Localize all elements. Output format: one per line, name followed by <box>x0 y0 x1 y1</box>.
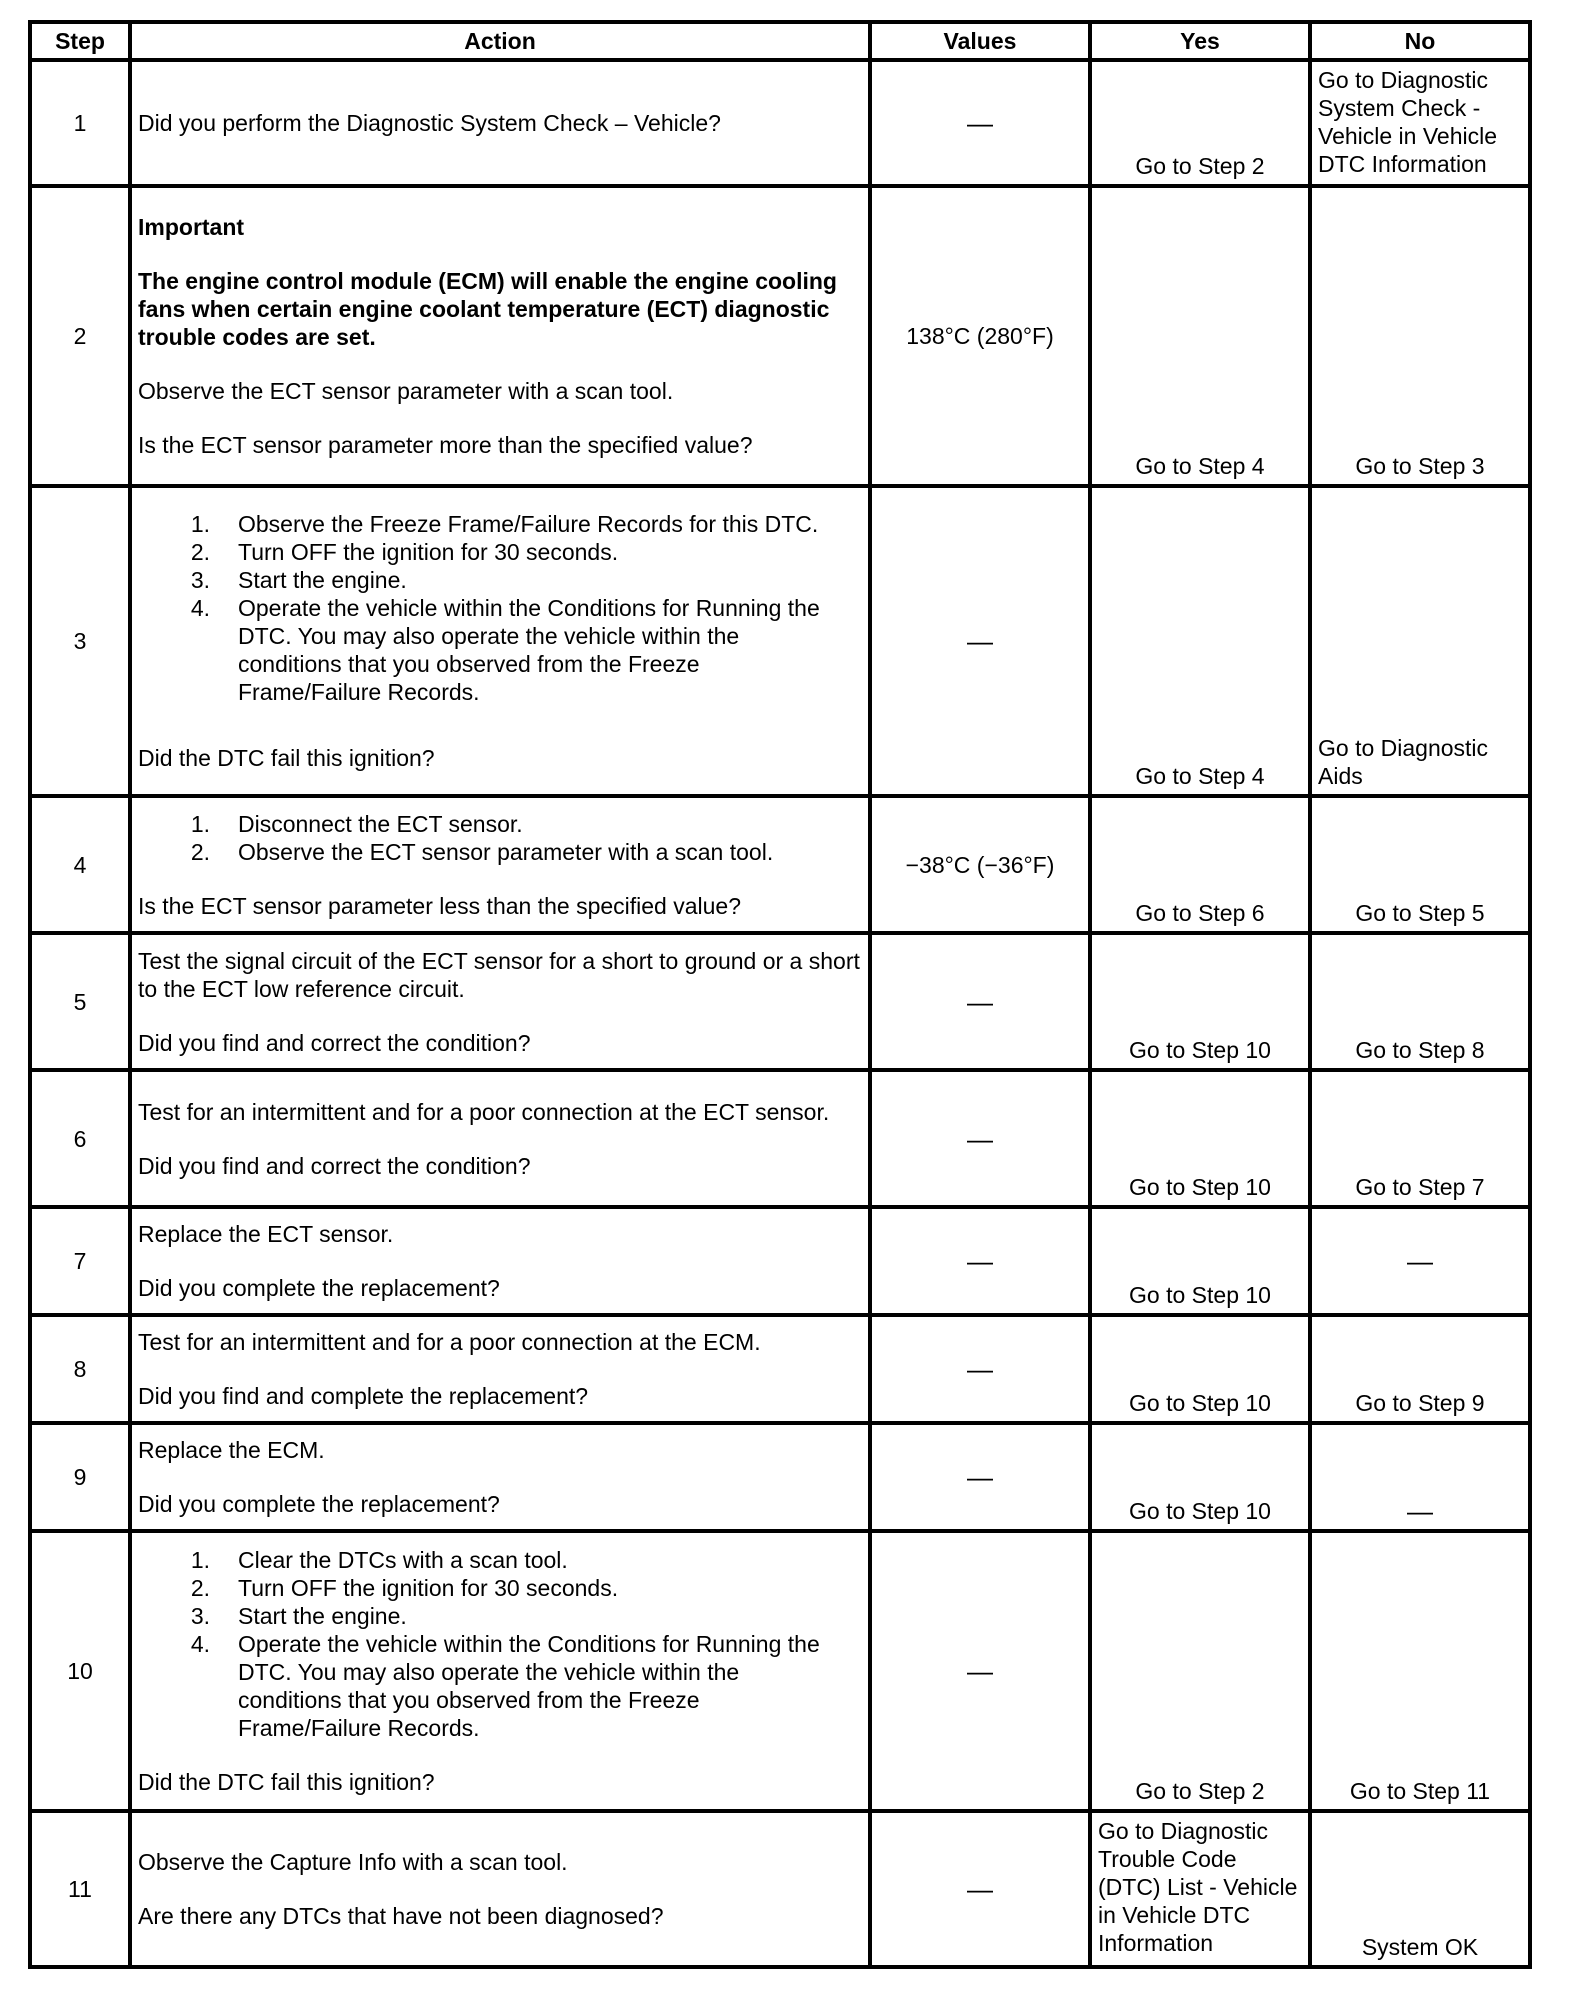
table-row <box>30 1315 1530 1423</box>
action-cell <box>130 1315 870 1423</box>
action-text: Test the signal circuit of the ECT sensor for a short to ground or a short to the ECT low reference circuit. <box>138 947 860 1002</box>
yes-cell: Go to Step 10 <box>1090 933 1310 1070</box>
action-text: Replace the ECT sensor. <box>138 1221 394 1247</box>
step-number: 10 <box>30 1531 130 1811</box>
action-cell <box>130 796 870 933</box>
action-text: Test for an intermittent and for a poor connection at the ECT sensor. <box>138 1098 830 1125</box>
no-cell: Go to Diagnostic System Check - Vehicle in Vehicle DTC Information <box>1310 60 1530 186</box>
step-number: 11 <box>30 1811 130 1967</box>
list-item: 4. Operate the vehicle within the Conditions for Running the DTC. You may also operate the vehicle within the conditions that you observed from the Freeze Frame/Failure Records. <box>190 1631 820 1741</box>
action-question: Is the ECT sensor parameter less than the specified value? <box>138 892 742 919</box>
action-question: Did you find and complete the replacement? <box>138 1383 589 1409</box>
action-question: Did you find and correct the condition? <box>138 1029 531 1056</box>
diagnostic-table <box>28 20 1532 1969</box>
yes-cell: Go to Step 4 <box>1090 186 1310 486</box>
table-row <box>30 1070 1530 1207</box>
list-item: 3. Start the engine. <box>190 567 407 593</box>
step-number: 2 <box>30 186 130 486</box>
numbered-list <box>138 510 862 706</box>
no-cell: Go to Diagnostic Aids <box>1310 486 1530 796</box>
step-number: 9 <box>30 1423 130 1531</box>
no-cell: Go to Step 3 <box>1310 186 1530 486</box>
no-cell: — <box>1310 1207 1530 1315</box>
step-number: 4 <box>30 796 130 933</box>
values-cell: — <box>870 1207 1090 1315</box>
header-step: Step <box>30 22 130 60</box>
list-item: 1. Clear the DTCs with a scan tool. <box>190 1547 568 1573</box>
values-cell: — <box>870 933 1090 1070</box>
action-text: Observe the Capture Info with a scan tool. <box>138 1849 568 1875</box>
values-cell: −38°C (−36°F) <box>870 796 1090 933</box>
values-cell: — <box>870 60 1090 186</box>
values-cell: — <box>870 1423 1090 1531</box>
table-row <box>30 486 1530 796</box>
no-cell: Go to Step 11 <box>1310 1531 1530 1811</box>
step-number: 8 <box>30 1315 130 1423</box>
list-item: 3. Start the engine. <box>190 1603 407 1629</box>
action-question: Did you complete the replacement? <box>138 1491 500 1517</box>
list-item: 1. Disconnect the ECT sensor. <box>190 810 523 837</box>
action-text: Test for an intermittent and for a poor connection at the ECM. <box>138 1329 761 1355</box>
step-number: 3 <box>30 486 130 796</box>
values-cell: — <box>870 1315 1090 1423</box>
action-text: Replace the ECM. <box>138 1437 325 1463</box>
action-text: Observe the ECT sensor parameter with a scan tool. <box>138 378 674 404</box>
no-cell: Go to Step 8 <box>1310 933 1530 1070</box>
values-cell: — <box>870 1811 1090 1967</box>
table-row <box>30 796 1530 933</box>
action-question: Did you complete the replacement? <box>138 1275 500 1301</box>
action-cell <box>130 186 870 486</box>
header-values: Values <box>870 22 1090 60</box>
step-number: 7 <box>30 1207 130 1315</box>
numbered-list <box>138 810 862 866</box>
action-question: Did the DTC fail this ignition? <box>138 1769 435 1795</box>
yes-cell: Go to Step 2 <box>1090 60 1310 186</box>
header-yes: Yes <box>1090 22 1310 60</box>
list-item: 4. Operate the vehicle within the Conditions for Running the DTC. You may also operate the vehicle within the conditions that you observed from the Freeze Frame/Failure Records. <box>190 595 820 705</box>
table-row <box>30 933 1530 1070</box>
no-cell: System OK <box>1310 1811 1530 1967</box>
list-item: 2. Turn OFF the ignition for 30 seconds. <box>190 539 619 565</box>
table-row <box>30 1207 1530 1315</box>
action-cell <box>130 1423 870 1531</box>
yes-cell: Go to Step 10 <box>1090 1070 1310 1207</box>
table-row <box>30 1531 1530 1811</box>
important-note: The engine control module (ECM) will enable the engine cooling fans when certain engine coolant temperature (ECT) diagnostic trouble codes are set. <box>138 268 837 350</box>
action-cell <box>130 60 870 186</box>
step-number: 6 <box>30 1070 130 1207</box>
header-action: Action <box>130 22 870 60</box>
action-question: Is the ECT sensor parameter more than the specified value? <box>138 432 753 458</box>
no-cell: Go to Step 7 <box>1310 1070 1530 1207</box>
table-row <box>30 186 1530 486</box>
action-question: Did the DTC fail this ignition? <box>138 745 435 771</box>
no-cell: — <box>1310 1423 1530 1531</box>
table-row <box>30 60 1530 186</box>
list-item: 2. Turn OFF the ignition for 30 seconds. <box>190 1575 619 1601</box>
yes-cell: Go to Step 10 <box>1090 1207 1310 1315</box>
yes-cell: Go to Step 6 <box>1090 796 1310 933</box>
action-cell <box>130 1207 870 1315</box>
header-no: No <box>1310 22 1530 60</box>
values-cell: — <box>870 486 1090 796</box>
no-cell: Go to Step 9 <box>1310 1315 1530 1423</box>
values-cell: 138°C (280°F) <box>870 186 1090 486</box>
action-cell <box>130 933 870 1070</box>
no-cell: Go to Step 5 <box>1310 796 1530 933</box>
action-cell <box>130 486 870 796</box>
yes-cell: Go to Step 2 <box>1090 1531 1310 1811</box>
important-heading: Important <box>138 214 245 240</box>
action-text: Did you perform the Diagnostic System Check – Vehicle? <box>138 110 721 136</box>
values-cell: — <box>870 1070 1090 1207</box>
yes-cell: Go to Diagnostic Trouble Code (DTC) List - Vehicle in Vehicle DTC Information <box>1090 1811 1310 1967</box>
step-number: 5 <box>30 933 130 1070</box>
values-cell: — <box>870 1531 1090 1811</box>
action-cell <box>130 1070 870 1207</box>
action-question: Did you find and correct the condition? <box>138 1152 531 1179</box>
yes-cell: Go to Step 10 <box>1090 1315 1310 1423</box>
numbered-list <box>138 1546 862 1742</box>
table-row <box>30 1423 1530 1531</box>
yes-cell: Go to Step 4 <box>1090 486 1310 796</box>
step-number: 1 <box>30 60 130 186</box>
yes-cell: Go to Step 10 <box>1090 1423 1310 1531</box>
table-row <box>30 1811 1530 1967</box>
header-row <box>30 22 1530 60</box>
action-question: Are there any DTCs that have not been diagnosed? <box>138 1903 664 1929</box>
list-item: 1. Observe the Freeze Frame/Failure Records for this DTC. <box>190 511 819 537</box>
action-cell <box>130 1811 870 1967</box>
action-cell <box>130 1531 870 1811</box>
list-item: 2. Observe the ECT sensor parameter with a scan tool. <box>190 838 774 865</box>
